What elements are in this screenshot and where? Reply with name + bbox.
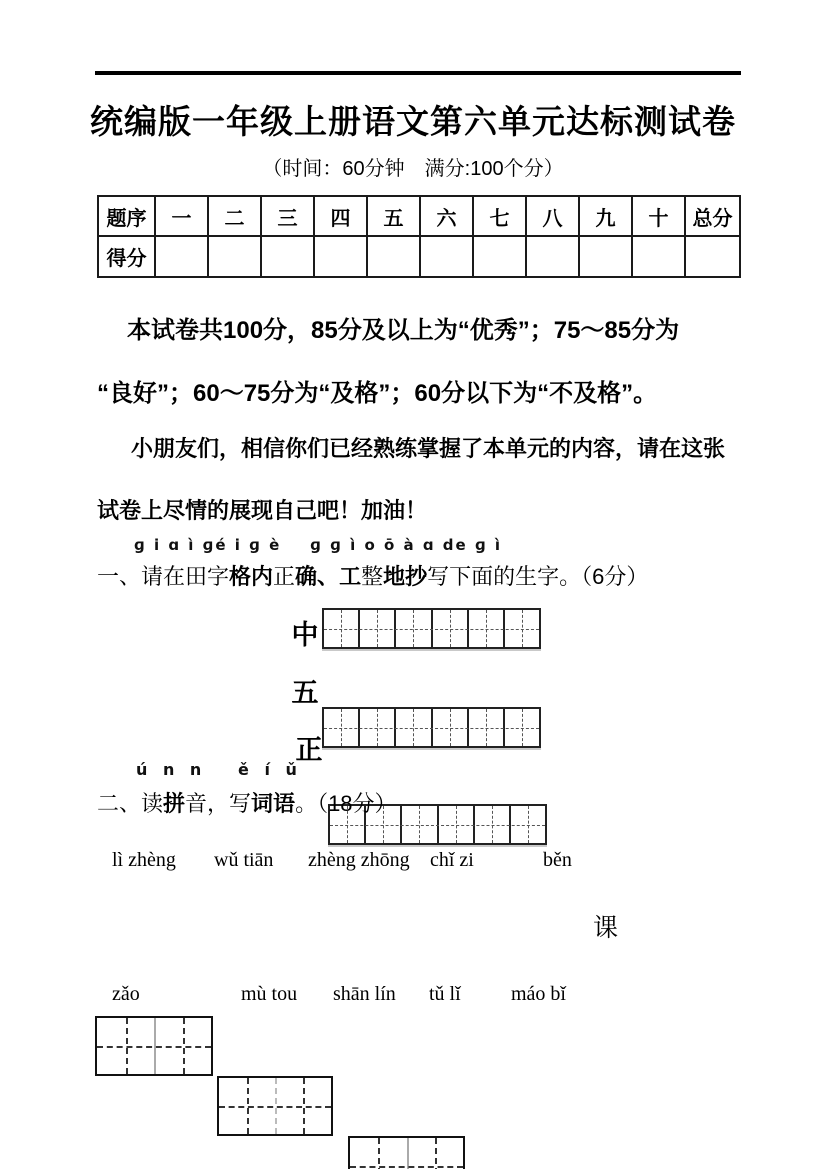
pinyin-word: běn bbox=[543, 849, 572, 871]
score-table-header-cell: 八 bbox=[526, 196, 579, 236]
pinyin-word: zhèng zhōng bbox=[308, 849, 410, 871]
score-table-header-cell: 总分 bbox=[685, 196, 740, 236]
answer-box-double[interactable] bbox=[217, 1076, 333, 1136]
pinyin-word: tǔ lǐ bbox=[429, 983, 461, 1005]
pinyin-word: shān lín bbox=[333, 983, 396, 1005]
score-table-header-cell: 二 bbox=[208, 196, 261, 236]
tianzige-grid-row[interactable] bbox=[322, 707, 541, 748]
heading-text-bold: 格内 bbox=[229, 564, 274, 589]
grading-note-line: 本试卷共100分，85分及以上为“优秀”；75～85分为 bbox=[127, 317, 680, 344]
heading-text-bold: 工 bbox=[339, 564, 362, 589]
tianzige-cell[interactable] bbox=[469, 709, 505, 746]
grading-note-line: “良好”；60～75分为“及格”；60分以下为“不及格”。 bbox=[97, 380, 658, 407]
heading-text: 一、请在田字 bbox=[97, 564, 230, 589]
score-table-header-row bbox=[98, 196, 740, 236]
score-entry-cell[interactable] bbox=[208, 236, 261, 277]
section-one-heading bbox=[97, 560, 648, 591]
copy-char-wu: 五 bbox=[291, 678, 319, 708]
heading-text: 音，写 bbox=[185, 791, 252, 816]
section-one-pinyin-overlay: ɡ i ɑ ì ɡé i ɡ è ɡ ɡ ì o ō à ɑ de ɡ ì bbox=[134, 536, 503, 554]
score-entry-cell[interactable] bbox=[632, 236, 685, 277]
tianzige-cell[interactable] bbox=[324, 709, 360, 746]
tianzige-cell[interactable] bbox=[433, 709, 469, 746]
score-table-header-cell: 六 bbox=[420, 196, 473, 236]
score-table-header-cell: 一 bbox=[155, 196, 208, 236]
score-row-label: 得分 bbox=[98, 236, 155, 277]
heading-text: 整 bbox=[361, 564, 384, 589]
heading-text-bold: 确、 bbox=[295, 564, 340, 589]
heading-text-bold: 词语 bbox=[251, 791, 296, 816]
score-entry-cell[interactable] bbox=[420, 236, 473, 277]
grading-note bbox=[97, 299, 742, 425]
score-entry-cell[interactable] bbox=[155, 236, 208, 277]
score-table-header-cell: 三 bbox=[261, 196, 314, 236]
score-table-header-cell: 五 bbox=[367, 196, 420, 236]
pinyin-word: máo bǐ bbox=[511, 983, 566, 1005]
pinyin-word: mù tou bbox=[241, 983, 298, 1005]
score-table-header-cell: 四 bbox=[314, 196, 367, 236]
tianzige-cell[interactable] bbox=[396, 709, 432, 746]
heading-text: 。（18分） bbox=[295, 791, 397, 816]
copy-char-zhong: 中 bbox=[291, 620, 319, 650]
encouragement-note-line: 小朋友们，相信你们已经熟练掌握了本单元的内容，请在这张 bbox=[131, 436, 726, 461]
tianzige-cell[interactable] bbox=[469, 610, 505, 647]
tianzige-cell[interactable] bbox=[402, 806, 438, 843]
heading-text: 二、读 bbox=[97, 791, 164, 816]
heading-text-bold: 拼 bbox=[163, 791, 186, 816]
tianzige-cell[interactable] bbox=[396, 610, 432, 647]
score-entry-cell[interactable] bbox=[685, 236, 740, 277]
heading-text: 写下面的生字。（6分） bbox=[427, 564, 649, 589]
tianzige-cell[interactable] bbox=[505, 610, 539, 647]
section-two-pinyin-overlay: ú n n ě í ǔ bbox=[136, 760, 302, 779]
score-table-score-row bbox=[98, 236, 740, 277]
answer-box-double[interactable] bbox=[348, 1136, 465, 1169]
score-table-header-cell: 题序 bbox=[98, 196, 155, 236]
score-entry-cell[interactable] bbox=[579, 236, 632, 277]
score-entry-cell[interactable] bbox=[314, 236, 367, 277]
answer-box-double[interactable] bbox=[95, 1016, 213, 1076]
encouragement-note bbox=[97, 418, 742, 542]
encouragement-note-line: 试卷上尽情的展现自己吧！加油！ bbox=[97, 498, 428, 523]
score-entry-cell[interactable] bbox=[473, 236, 526, 277]
score-entry-cell[interactable] bbox=[261, 236, 314, 277]
tianzige-cell[interactable] bbox=[433, 610, 469, 647]
top-rule bbox=[95, 71, 741, 75]
pinyin-word: wǔ tiān bbox=[214, 849, 274, 871]
tianzige-cell[interactable] bbox=[439, 806, 475, 843]
pinyin-word: chǐ zi bbox=[430, 849, 474, 871]
pinyin-word: zǎo bbox=[112, 983, 140, 1005]
tianzige-cell[interactable] bbox=[505, 709, 539, 746]
printed-char-ke: 课 bbox=[593, 914, 619, 942]
tianzige-cell[interactable] bbox=[511, 806, 545, 843]
score-table-header-cell: 七 bbox=[473, 196, 526, 236]
page-subtitle: （时间：60分钟 满分:100个分） bbox=[262, 158, 564, 180]
section-two-heading bbox=[97, 787, 397, 818]
heading-text: 正 bbox=[273, 564, 296, 589]
tianzige-grid-row[interactable] bbox=[322, 608, 541, 649]
tianzige-cell[interactable] bbox=[360, 610, 396, 647]
pinyin-word: lì zhèng bbox=[112, 849, 176, 871]
score-entry-cell[interactable] bbox=[526, 236, 579, 277]
score-table bbox=[97, 195, 741, 278]
heading-text-bold: 地抄 bbox=[383, 564, 428, 589]
score-table-header-cell: 十 bbox=[632, 196, 685, 236]
tianzige-cell[interactable] bbox=[475, 806, 511, 843]
copy-char-zheng: 正 bbox=[295, 735, 323, 765]
page-title: 统编版一年级上册语文第六单元达标测试卷 bbox=[90, 103, 736, 140]
score-table-header-cell: 九 bbox=[579, 196, 632, 236]
tianzige-cell[interactable] bbox=[360, 709, 396, 746]
score-entry-cell[interactable] bbox=[367, 236, 420, 277]
tianzige-cell[interactable] bbox=[324, 610, 360, 647]
